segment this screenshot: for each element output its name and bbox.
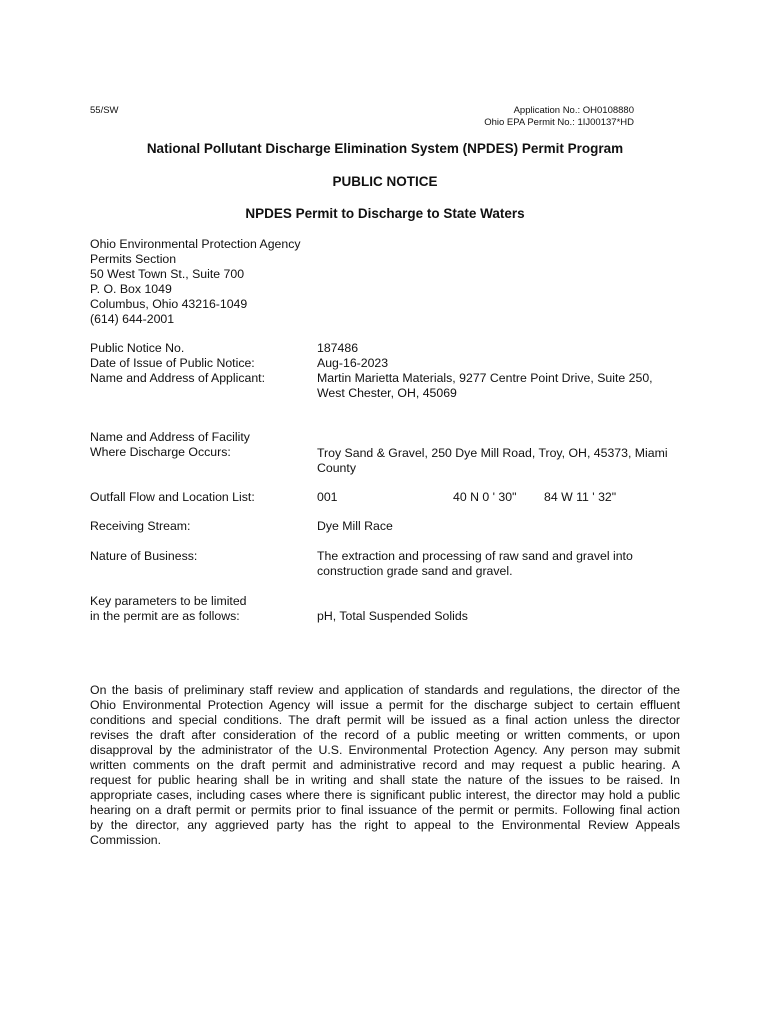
applicant-line-1: Martin Marietta Materials, 9277 Centre Point Drive, Suite 250,: [317, 371, 653, 385]
applicant-line-2: West Chester, OH, 45069: [317, 386, 457, 400]
nature-of-business-label: Nature of Business:: [90, 549, 198, 563]
nature-line-1: The extraction and processing of raw sand and gravel into: [317, 549, 633, 563]
outfall-latitude: 40 N 0 ' 30": [453, 490, 517, 504]
applicant-value: [317, 371, 653, 401]
facility-label: [90, 430, 250, 460]
paragraph-line: On the basis of preliminary staff review and application of standards and regulations, the director of the: [90, 683, 680, 697]
paragraph-line: conditions and special conditions. The draft permit will be issued as a final action unless the director: [90, 713, 680, 727]
applicant-label: Name and Address of Applicant:: [90, 371, 265, 385]
public-notice-no-value: 187486: [317, 341, 359, 355]
facility-value: [317, 446, 668, 476]
main-title: National Pollutant Discharge Elimination System (NPDES) Permit Program: [146, 141, 624, 156]
agency-address: [90, 237, 301, 327]
agency-po-box: P. O. Box 1049: [90, 282, 172, 296]
facility-line-2: County: [317, 461, 356, 475]
agency-name: Ohio Environmental Protection Agency: [90, 237, 301, 251]
outfall-longitude: 84 W 11 ' 32": [544, 490, 617, 504]
key-parameters-label-line-2: in the permit are as follows:: [90, 609, 240, 623]
paragraph-line: written comments on the draft permit and administrative record and may request a public hearing. A: [90, 758, 680, 772]
paragraph-line: disapproval by the administrator of the U.S. Environmental Protection Agency. Any person may submit: [90, 743, 680, 757]
facility-label-line-1: Name and Address of Facility: [90, 430, 250, 444]
permit-number: Ohio EPA Permit No.: 1IJ00137*HD: [484, 117, 634, 128]
agency-street: 50 West Town St., Suite 700: [90, 267, 245, 281]
paragraph-line: appropriate cases, including cases where there is significant public interest, the director may hold a public: [90, 788, 680, 802]
key-parameters-value: pH, Total Suspended Solids: [317, 609, 468, 623]
paragraph-line: by the director, any aggrieved party has the right to appeal to the Environmental Review Appeals: [90, 818, 680, 832]
paragraph-line: Commission.: [90, 833, 162, 847]
receiving-stream-value: Dye Mill Race: [317, 519, 393, 533]
document-code: 55/SW: [90, 105, 119, 116]
facility-line-1: Troy Sand & Gravel, 250 Dye Mill Road, Troy, OH, 45373, Miami: [317, 446, 668, 460]
paragraph-line: hearing on a draft permit or permits prior to final issuance of the permit or permits. Following final action: [90, 803, 680, 817]
paragraph-line: revises the draft after consideration of the record of a public meeting or written comments, or upon: [90, 728, 680, 742]
facility-label-line-2: Where Discharge Occurs:: [90, 445, 231, 459]
outfall-number: 001: [317, 490, 338, 504]
receiving-stream-label: Receiving Stream:: [90, 519, 191, 533]
agency-city: Columbus, Ohio 43216-1049: [90, 297, 248, 311]
public-notice-no-label: Public Notice No.: [90, 341, 185, 355]
nature-line-2: construction grade sand and gravel.: [317, 564, 513, 578]
subtitle: NPDES Permit to Discharge to State Waters: [245, 206, 525, 221]
agency-section: Permits Section: [90, 252, 177, 266]
date-of-issue-value: Aug-16-2023: [317, 356, 389, 370]
key-parameters-label-line-1: Key parameters to be limited: [90, 594, 247, 608]
date-of-issue-label: Date of Issue of Public Notice:: [90, 356, 255, 370]
key-parameters-label: [90, 594, 247, 624]
agency-phone: (614) 644-2001: [90, 312, 175, 326]
public-notice-heading: PUBLIC NOTICE: [332, 174, 438, 189]
outfall-label: Outfall Flow and Location List:: [90, 490, 255, 504]
nature-of-business-value: [317, 549, 633, 579]
application-number: Application No.: OH0108880: [513, 105, 634, 116]
paragraph-line: Ohio Environmental Protection Agency will issue a permit for the discharge subject to certain effluent: [90, 698, 680, 712]
closing-paragraph: [90, 683, 680, 848]
paragraph-line: request for public hearing shall be in writing and shall state the nature of the issues to be raised. In: [90, 773, 680, 787]
